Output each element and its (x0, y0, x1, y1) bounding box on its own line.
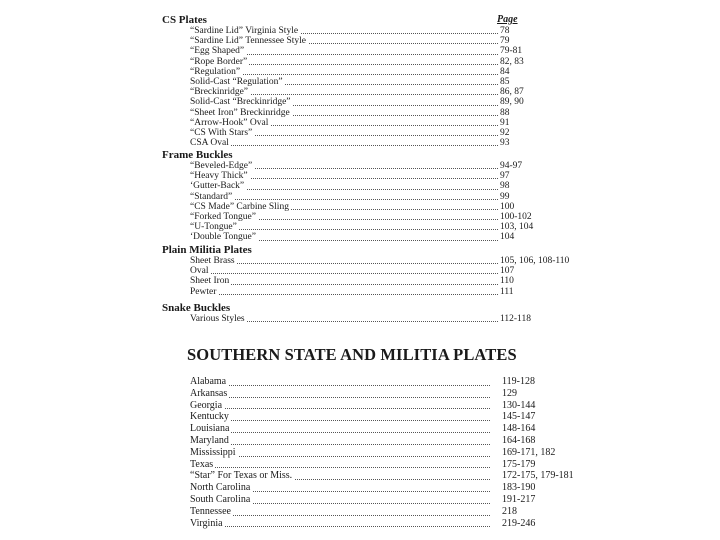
entry-name: South Carolina (190, 493, 251, 505)
entry-page-number: 92 (500, 127, 510, 138)
entry-page-number: 98 (500, 181, 510, 192)
entry-name: Sheet Iron (190, 276, 230, 287)
dot-leader (190, 408, 490, 409)
entry-name: “Beveled-Edge” (190, 161, 253, 171)
index-entry (190, 518, 550, 530)
entry-page-number: 148-164 (502, 423, 536, 435)
section-heading: Snake Buckles (162, 302, 231, 314)
index-entry (190, 376, 550, 388)
index-entry (190, 276, 550, 286)
index-entry (190, 77, 550, 87)
entry-name: “U-Tongue” (190, 222, 237, 233)
section-entry-list (190, 161, 550, 243)
index-entry (190, 388, 550, 400)
entry-name: Oval (190, 266, 209, 277)
entry-name: “Egg Shaped” (190, 46, 245, 57)
index-entry (190, 97, 550, 107)
page-column-header: Page (497, 14, 518, 25)
entry-page-number: 79-81 (500, 46, 523, 57)
index-entry (190, 411, 550, 423)
entry-name: “Star” For Texas or Miss. (190, 470, 293, 482)
entry-name: Sheet Brass (190, 256, 235, 266)
entry-page-number: 111 (500, 286, 514, 297)
dot-leader (190, 526, 490, 527)
entry-name: “Arrow-Hook” Oval (190, 117, 269, 128)
entry-page-number: 112-118 (500, 314, 531, 324)
entry-page-number: 94-97 (500, 161, 523, 171)
entry-name: “Sardine Lid” Tennessee Style (190, 36, 307, 47)
entry-page-number: 103, 104 (500, 222, 534, 233)
entry-page-number: 129 (502, 387, 517, 399)
entry-name: Louisiana (190, 423, 230, 435)
index-entry (190, 287, 550, 297)
index-entry (190, 202, 550, 212)
entry-page-number: 145-147 (502, 411, 536, 423)
entry-page-number: 100-102 (500, 211, 532, 222)
entry-page-number: 219-246 (502, 517, 536, 529)
entry-name: Kentucky (190, 411, 229, 423)
entry-page-number: 89, 90 (500, 97, 524, 108)
section-entry-list (190, 256, 570, 297)
index-entry (190, 26, 550, 36)
entry-page-number: 191-217 (502, 493, 536, 505)
entry-name: Solid-Cast “Regulation” (190, 76, 283, 87)
dot-leader (190, 199, 498, 200)
entry-page-number: 86, 87 (500, 87, 524, 98)
dot-leader (190, 385, 490, 386)
entry-name: “Rope Border” (190, 56, 248, 67)
index-entry (190, 67, 550, 77)
entry-name: “CS With Stars” (190, 127, 253, 138)
entry-page-number: 85 (500, 76, 510, 87)
entry-name: CSA Oval (190, 138, 229, 149)
entry-page-number: 110 (500, 276, 514, 287)
entry-name: North Carolina (190, 482, 251, 494)
state-plates-title: SOUTHERN STATE AND MILITIA PLATES (187, 345, 517, 364)
entry-name: Pewter (190, 286, 217, 297)
entry-name: Various Styles (190, 314, 245, 324)
dot-leader (190, 444, 490, 445)
entry-name: Virginia (190, 517, 223, 529)
entry-page-number: 78 (500, 26, 510, 36)
entry-page-number: 88 (500, 107, 510, 118)
entry-page-number: 172-175, 179-181 (502, 470, 574, 482)
index-entry (190, 118, 550, 128)
entry-name: “Sardine Lid” Virginia Style (190, 26, 299, 36)
entry-page-number: 93 (500, 138, 510, 149)
index-entry (190, 181, 550, 191)
entry-name: “Forked Tongue” (190, 211, 256, 222)
entry-page-number: 175-179 (502, 458, 536, 470)
section-heading: CS Plates (162, 14, 207, 26)
index-entry (190, 494, 550, 506)
index-entry (190, 470, 574, 482)
entry-page-number: 84 (500, 66, 510, 77)
index-entry (190, 232, 550, 242)
dot-leader (190, 284, 498, 285)
index-entry (190, 256, 570, 266)
entry-page-number: 130-144 (502, 399, 536, 411)
section-entry-list (190, 26, 550, 148)
index-entry (190, 108, 550, 118)
index-entry (190, 266, 550, 276)
entry-page-number: 105, 106, 108-110 (500, 256, 570, 266)
index-entry (190, 435, 550, 447)
entry-page-number: 91 (500, 117, 510, 128)
index-entry (190, 482, 550, 494)
entry-name: Alabama (190, 376, 227, 387)
entry-page-number: 218 (502, 505, 517, 517)
index-entry (190, 222, 550, 232)
entry-name: Texas (190, 458, 214, 470)
index-entry (190, 57, 550, 67)
dot-leader (190, 515, 490, 516)
entry-name: Georgia (190, 399, 223, 411)
entry-name: “Regulation” (190, 66, 241, 77)
entry-page-number: 99 (500, 191, 510, 202)
index-entry (190, 46, 550, 56)
dot-leader (190, 273, 498, 274)
index-entry (190, 314, 550, 324)
entry-name: Maryland (190, 434, 229, 446)
index-entry (190, 36, 550, 46)
index-entry (190, 192, 550, 202)
entry-page-number: 82, 83 (500, 56, 524, 67)
section-heading: Frame Buckles (162, 149, 233, 161)
index-entry (190, 212, 550, 222)
entry-name: ‘Double Tongue” (190, 232, 256, 243)
entry-name: “Sheet Iron” Breckinridge (190, 107, 290, 118)
entry-name: Arkansas (190, 387, 228, 399)
entry-name: “Breckinridge” (190, 87, 249, 98)
entry-page-number: 169-171, 182 (502, 446, 556, 458)
index-entry (190, 128, 550, 138)
index-entry (190, 171, 550, 181)
dot-leader (190, 145, 498, 146)
state-list (190, 376, 574, 529)
dot-leader (190, 294, 498, 295)
entry-name: ‘Gutter-Back” (190, 181, 245, 192)
section-heading: Plain Militia Plates (162, 244, 252, 256)
entry-name: Tennessee (190, 505, 231, 517)
entry-name: Mississippi (190, 446, 236, 458)
index-entry (190, 87, 550, 97)
entry-page-number: 79 (500, 36, 510, 47)
entry-page-number: 119-128 (502, 376, 535, 387)
index-entry (190, 446, 556, 459)
index-entry (190, 161, 550, 171)
index-entry (190, 506, 550, 518)
entry-page-number: 107 (500, 266, 515, 277)
entry-page-number: 164-168 (502, 434, 536, 446)
entry-page-number: 104 (500, 232, 515, 243)
entry-name: “Heavy Thick” (190, 171, 248, 182)
entry-page-number: 100 (500, 201, 515, 212)
entry-name: “Standard” (190, 191, 233, 202)
entry-name: “CS Made” Carbine Sling (190, 201, 289, 212)
index-entry (190, 423, 550, 435)
section-entry-list (190, 314, 550, 324)
entry-name: Solid-Cast “Breckinridge” (190, 97, 291, 108)
dot-leader (190, 467, 490, 468)
dot-leader (190, 420, 490, 421)
index-entry (190, 459, 550, 471)
dot-leader (190, 432, 490, 433)
entry-page-number: 183-190 (502, 482, 536, 494)
index-entry (190, 138, 550, 148)
index-entry (190, 400, 550, 412)
entry-page-number: 97 (500, 171, 510, 182)
dot-leader (190, 397, 490, 398)
